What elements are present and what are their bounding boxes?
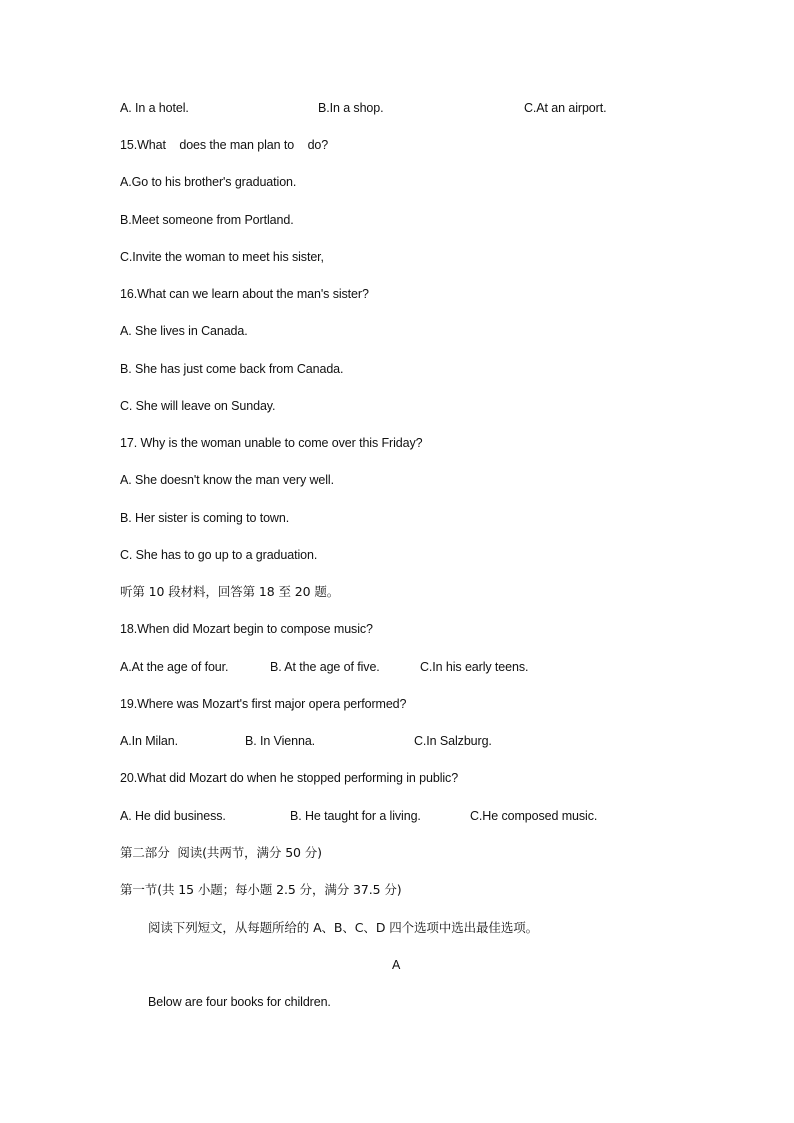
q19-option-b: B. In Vienna. bbox=[245, 734, 316, 748]
q16-option-a: A. She lives in Canada. bbox=[120, 324, 248, 338]
q17-option-a: A. She doesn't know the man very well. bbox=[120, 473, 334, 487]
passage-intro: Below are four books for children. bbox=[148, 995, 331, 1009]
q15-option-b: B.Meet someone from Portland. bbox=[120, 213, 294, 227]
q20-question: 20.What did Mozart do when he stopped performing in public? bbox=[120, 771, 459, 785]
q18-option-a: A.At the age of four. bbox=[120, 660, 229, 674]
part2-heading: 第二部分 阅读(共两节，满分 50 分) bbox=[120, 845, 322, 860]
listening-instruction: 听第 10 段材料，回答第 18 至 20 题。 bbox=[120, 584, 340, 599]
q14-option-a: A. In a hotel. bbox=[120, 101, 189, 115]
q14-option-b: B.In a shop. bbox=[318, 101, 384, 115]
passage-label: A bbox=[392, 958, 401, 972]
q15-option-c: C.Invite the woman to meet his sister, bbox=[120, 250, 324, 264]
q16-option-b: B. She has just come back from Canada. bbox=[120, 362, 344, 376]
q15-question: 15.What does the man plan to do? bbox=[120, 138, 329, 152]
q20-option-a: A. He did business. bbox=[120, 809, 226, 823]
q18-option-c: C.In his early teens. bbox=[420, 660, 529, 674]
q16-question: 16.What can we learn about the man's sister? bbox=[120, 287, 369, 301]
q17-question: 17. Why is the woman unable to come over this Friday? bbox=[120, 436, 423, 450]
q19-question: 19.Where was Mozart's first major opera performed? bbox=[120, 697, 407, 711]
q17-option-c: C. She has to go up to a graduation. bbox=[120, 548, 318, 562]
q20-option-b: B. He taught for a living. bbox=[290, 809, 421, 823]
q20-option-c: C.He composed music. bbox=[470, 809, 598, 823]
q19-option-c: C.In Salzburg. bbox=[414, 734, 492, 748]
q16-option-c: C. She will leave on Sunday. bbox=[120, 399, 276, 413]
section1-heading: 第一节(共 15 小题；每小题 2.5 分，满分 37.5 分) bbox=[120, 882, 402, 897]
reading-instruction: 阅读下列短文，从每题所给的 A、B、C、D 四个选项中选出最佳选项。 bbox=[148, 920, 539, 935]
q18-option-b: B. At the age of five. bbox=[270, 660, 380, 674]
q18-question: 18.When did Mozart begin to compose music? bbox=[120, 622, 373, 636]
q19-option-a: A.In Milan. bbox=[120, 734, 178, 748]
q17-option-b: B. Her sister is coming to town. bbox=[120, 511, 290, 525]
q14-option-c: C.At an airport. bbox=[524, 101, 607, 115]
q15-option-a: A.Go to his brother's graduation. bbox=[120, 175, 297, 189]
